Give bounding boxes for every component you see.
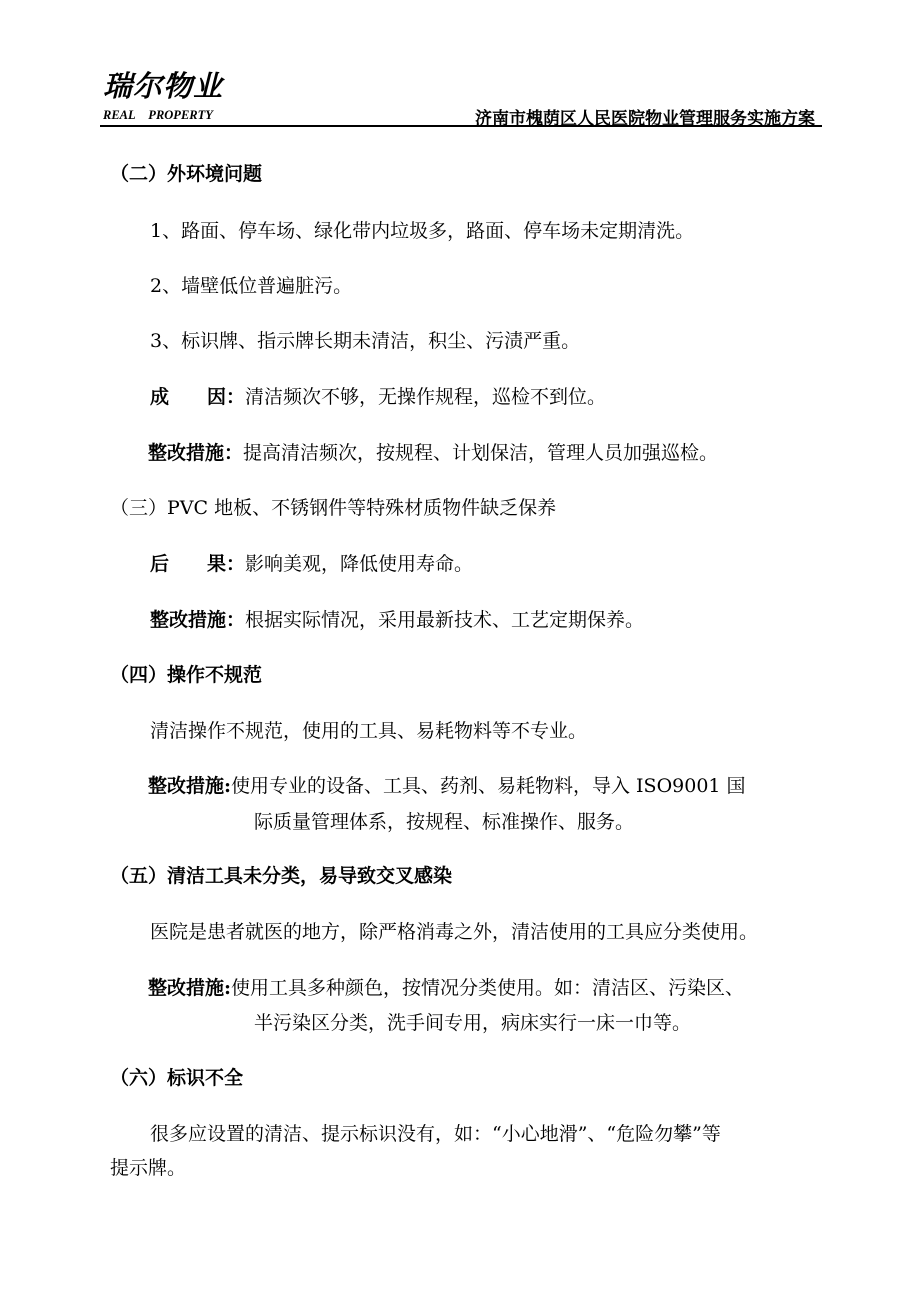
section-2-cause <box>150 385 606 409</box>
section-2-fix <box>148 441 718 465</box>
company-logo-english: REAL PROPERTY <box>103 108 213 122</box>
cause-label: 成 因： <box>150 386 246 408</box>
cause-text: 清洁频次不够，无操作规程，巡检不到位。 <box>245 386 607 408</box>
section-2-item-1: 1、路面、停车场、绿化带内垃圾多，路面、停车场未定期清洗。 <box>150 220 695 242</box>
fix-label: 整改措施: <box>148 775 232 797</box>
document-title: 济南市槐荫区人民医院物业管理服务实施方案 <box>475 109 815 129</box>
section-3-fix <box>150 608 644 632</box>
section-5-fix-line-2: 半污染区分类，洗手间专用，病床实行一床一巾等。 <box>254 1012 692 1034</box>
fix-text: 提高清洁频次，按规程、计划保洁，管理人员加强巡检。 <box>243 442 719 464</box>
fix-label: 整改措施: <box>148 977 232 999</box>
section-6-heading: （六）标识不全 <box>110 1067 244 1089</box>
section-4-text: 清洁操作不规范，使用的工具、易耗物料等不专业。 <box>150 720 588 742</box>
header-divider <box>100 125 822 127</box>
fix-text: 使用专业的设备、工具、药剂、易耗物料，导入 ISO9001 国 <box>231 775 746 797</box>
section-3-heading: （三）PVC 地板、不锈钢件等特殊材质物件缺乏保养 <box>110 497 557 519</box>
section-6-text-line-1: 很多应设置的清洁、提示标识没有，如：“小心地滑”、“危险勿攀”等 <box>150 1123 721 1145</box>
section-4-fix-line-1 <box>148 774 746 798</box>
section-4-heading: （四）操作不规范 <box>110 664 263 686</box>
company-logo-chinese: 瑞尔物业 <box>103 69 224 103</box>
section-5-text: 医院是患者就医的地方，除严格消毒之外，清洁使用的工具应分类使用。 <box>150 921 759 943</box>
section-6-text-line-2: 提示牌。 <box>110 1157 187 1179</box>
result-label: 后 果： <box>150 553 246 575</box>
section-5-heading: （五）清洁工具未分类，易导致交叉感染 <box>110 865 453 887</box>
section-4-fix-line-2: 际质量管理体系，按规程、标准操作、服务。 <box>254 811 635 833</box>
section-5-fix-line-1 <box>148 976 744 1000</box>
fix-text: 使用工具多种颜色，按情况分类使用。如：清洁区、污染区、 <box>231 977 745 999</box>
fix-label: 整改措施： <box>150 609 246 631</box>
section-2-heading: （二）外环境问题 <box>110 163 263 185</box>
fix-text: 根据实际情况，采用最新技术、工艺定期保养。 <box>245 609 645 631</box>
section-2-item-2: 2、墙壁低位普遍脏污。 <box>150 275 353 297</box>
section-2-item-3: 3、标识牌、指示牌长期未清洁，积尘、污渍严重。 <box>150 330 581 352</box>
section-3-result <box>150 552 473 576</box>
fix-label: 整改措施： <box>148 442 244 464</box>
result-text: 影响美观，降低使用寿命。 <box>245 553 474 575</box>
